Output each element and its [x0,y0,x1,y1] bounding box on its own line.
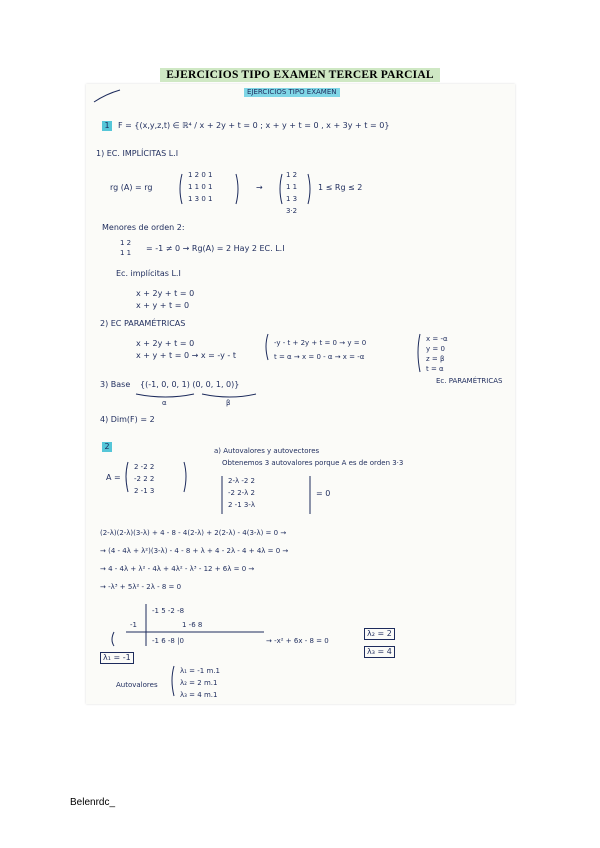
minor-row: 1 1 [120,249,132,257]
autovalores-label: Autovalores [116,681,158,689]
ruffini-result: → -x² + 6x - 8 = 0 [266,637,329,645]
lambda-2-box: λ₂ = 2 [364,628,395,640]
base-value: {(-1, 0, 0, 1) (0, 0, 1, 0)} [140,380,240,389]
matrix-a-row: 2 -1 3 [134,487,155,495]
section-parametric-title: 2) EC PARAMÉTRICAS [100,319,186,328]
rank-matrix-row: 1 3 0 1 [188,195,213,203]
implicit-eq: x + 2y + t = 0 [136,289,195,298]
exercise-1-number: 1 [102,121,112,131]
param-result: z = β [426,355,445,363]
reduced-matrix-row: 1 1 [286,183,298,191]
char-poly-line: → -λ³ + 5λ² - 2λ - 8 = 0 [100,583,182,591]
matrix-a-label: A = [106,473,121,482]
param-result: x = -α [426,335,448,343]
det-row: -2 2-λ 2 [228,489,256,497]
implicit-title: Ec. implícitas L.I [116,269,181,278]
lambda-1-box: λ₁ = -1 [100,652,134,664]
header-tag: EJERCICIOS TIPO EXAMEN [244,88,340,97]
autovalor-row: λ₃ = 4 m.1 [180,691,218,699]
param-mid: t = α → x = 0 - α → x = -α [274,353,365,361]
param-eq: x + 2y + t = 0 [136,339,195,348]
base-alpha: α [162,399,167,407]
ruffini-root: -1 [130,621,137,629]
char-poly-line: → 4 - 4λ + λ² - 4λ + 4λ² - λ³ - 12 + 6λ = 0 → [100,565,255,573]
handwriting-strokes [86,84,515,704]
param-result: y = 0 [426,345,445,353]
minor-row: 1 2 [120,239,132,247]
matrix-a-row: 2 -2 2 [134,463,155,471]
char-poly-line: → (4 - 4λ + λ²)(3-λ) - 4 - 8 + λ + 4 - 2λ - 4 + 4λ = 0 → [100,547,289,555]
arrow: → [256,183,263,192]
det-row: 2 -1 3-λ [228,501,256,509]
char-poly-line: (2-λ)(2-λ)(3-λ) + 4 - 8 - 4(2-λ) + 2(2-λ) - 4(3-λ) = 0 → [100,529,287,537]
section-base-title: 3) Base [100,380,131,389]
exercise-2-number: 2 [102,442,112,452]
det-result: = 0 [316,489,331,498]
document-title: EJERCICIOS TIPO EXAMEN TERCER PARCIAL [160,68,440,82]
section-implicit-title: 1) EC. IMPLÍCITAS L.I [96,149,179,158]
minor-result: = -1 ≠ 0 → Rg(A) = 2 Hay 2 EC. L.I [146,244,285,253]
rank-result: 1 ≤ Rg ≤ 2 [318,183,363,192]
param-result-label: Ec. PARAMÉTRICAS [436,377,503,385]
implicit-eq: x + y + t = 0 [136,301,190,310]
rank-matrix-row: 1 1 0 1 [188,183,213,191]
autovalor-row: λ₁ = -1 m.1 [180,667,220,675]
param-result: t = α [426,365,444,373]
ruffini-top-row: -1 5 -2 -8 [152,607,185,615]
reduced-matrix-extra: 3·2 [286,207,298,215]
reduced-matrix-row: 1 2 [286,171,298,179]
section-dim-title: 4) Dim(F) = 2 [100,415,155,424]
rank-label: rg (A) = rg [110,183,153,192]
exercise-2-subtitle: a) Autovalores y autovectores [214,447,320,455]
minors-title: Menores de orden 2: [102,223,185,232]
param-eq: x + y + t = 0 → x = -y - t [136,351,236,360]
handwritten-page-photo [86,84,515,704]
det-row: 2-λ -2 2 [228,477,256,485]
matrix-a-row: -2 2 2 [134,475,155,483]
rank-matrix-row: 1 2 0 1 [188,171,213,179]
ruffini-mid-row: 1 -6 8 [182,621,203,629]
exercise-2-subtitle-2: Obtenemos 3 autovalores porque A es de orden 3·3 [222,459,404,467]
footer-author: Belenrdc_ [70,797,116,808]
base-beta: β [226,399,231,407]
reduced-matrix-row: 1 3 [286,195,298,203]
autovalor-row: λ₂ = 2 m.1 [180,679,218,687]
ruffini-bottom-row: -1 6 -8 |0 [152,637,184,645]
lambda-3-box: λ₃ = 4 [364,646,395,658]
exercise-1-statement: F = {(x,y,z,t) ∈ ℝ⁴ / x + 2y + t = 0 ; x + y + t = 0 , x + 3y + t = 0} [118,121,390,130]
param-mid: -y - t + 2y + t = 0 → y = 0 [274,339,367,347]
